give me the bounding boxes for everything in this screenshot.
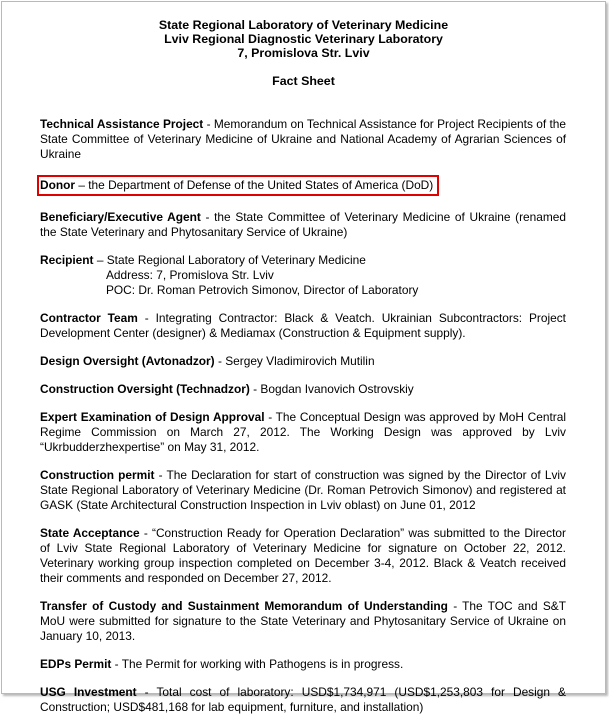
donor-label: Donor [40, 178, 76, 192]
donor-highlight-box [37, 175, 439, 196]
document-title: Fact Sheet [272, 74, 335, 88]
recipient-poc: POC: Dr. Roman Petrovich Simonov, Director of Laboratory [106, 283, 419, 297]
beneficiary-label: Beneficiary/Executive Agent [40, 210, 201, 224]
state-acceptance-text: - “Construction Ready for Operation Declaration” was submitted to the Director of Lviv State Regional Laboratory of Veterinary Medicine for signature on October 22, 2012. Veterinary working group inspection completed on December 3-4, 2012. Black & Veatch received their comments and responded on December 27, 2012. [40, 526, 566, 585]
usg-investment-label: USG Investment [40, 685, 137, 699]
fact-sheet-page [1, 1, 606, 714]
technical-assistance-section [40, 117, 566, 162]
construction-oversight-label: Construction Oversight (Technadzor) [40, 382, 250, 396]
technical-assistance-text: - Memorandum on Technical Assistance for Project Recipients of the State Committee of Veterinary Medicine of Ukraine and National Academy of Agrarian Sciences of Ukraine [40, 117, 566, 161]
transfer-custody-text: - The TOC and S&T MoU were submitted for signature to the State Veterinary and Phytosanitary Service of Ukraine on January 10, 2013. [40, 599, 567, 643]
contractor-team-text: - Integrating Contractor: Black & Veatch. Ukrainian Subcontractors: Project Development Center (designer) & Mediamax (Construction & Equipment supply). [40, 311, 566, 340]
recipient-address: Address: 7, Promislova Str. Lviv [106, 268, 274, 282]
construction-permit-label: Construction permit [40, 468, 155, 482]
transfer-custody-section [40, 599, 566, 644]
contractor-team-label: Contractor Team [40, 311, 138, 325]
technical-assistance-label: Technical Assistance Project [40, 117, 204, 131]
construction-permit-text: - The Declaration for start of construction was signed by the Director of Lviv State Regional Laboratory of Veterinary Medicine (Dr. Roman Petrovich Simonov) and registered at GASK (State Architectural Construction Inspection in Lviv oblast) on June 01, 2012 [40, 468, 566, 512]
recipient-label: Recipient [40, 253, 94, 267]
edps-permit-label: EDPs Permit [40, 657, 112, 671]
beneficiary-section [40, 210, 566, 240]
design-oversight-text: - Sergey Vladimirovich Mutilin [214, 354, 375, 368]
construction-permit-section [40, 468, 566, 513]
donor-text: – the Department of Defense of the United States of America (DoD) [75, 178, 434, 192]
recipient-text: – State Regional Laboratory of Veterinary Medicine [93, 253, 366, 267]
contractor-team-section [40, 311, 566, 341]
design-oversight-section [40, 354, 566, 369]
document-body [40, 117, 566, 728]
usg-investment-text: - Total cost of laboratory: USD$1,734,971 (USD$1,253,803 for Design & Construction; USD$481,168 for lab equipment, furniture, and installation) [40, 685, 566, 714]
usg-investment-section [40, 685, 566, 715]
edps-permit-section [40, 657, 566, 672]
state-acceptance-label: State Acceptance [40, 526, 140, 540]
transfer-custody-label: Transfer of Custody and Sustainment Memorandum of Understanding [40, 599, 448, 613]
document-header [2, 2, 605, 60]
header-diagnostic-lab: Lviv Regional Diagnostic Veterinary Laboratory [164, 32, 443, 46]
expert-examination-label: Expert Examination of Design Approval [40, 410, 265, 424]
beneficiary-text: - the State Committee of Veterinary Medicine of Ukraine (renamed the State Veterinary and Phytosanitary Service of Ukraine) [40, 210, 567, 239]
header-lab-name: State Regional Laboratory of Veterinary Medicine [158, 18, 449, 32]
construction-oversight-section [40, 382, 566, 397]
expert-examination-text: - The Conceptual Design was approved by MoH Central Regime Commission on March 27, 2012. The Working Design was approved by Lviv “Ukrbudderzhexpertise” on May 31, 2012. [40, 410, 566, 454]
state-acceptance-section [40, 526, 566, 586]
design-oversight-label: Design Oversight (Avtonadzor) [40, 354, 215, 368]
construction-oversight-text: - Bogdan Ivanovich Ostrovskiy [249, 382, 414, 396]
edps-permit-text: - The Permit for working with Pathogens is in progress. [111, 657, 404, 671]
recipient-section [40, 253, 566, 298]
header-address: 7, Promislova Str. Lviv [237, 46, 370, 60]
expert-examination-section [40, 410, 566, 455]
